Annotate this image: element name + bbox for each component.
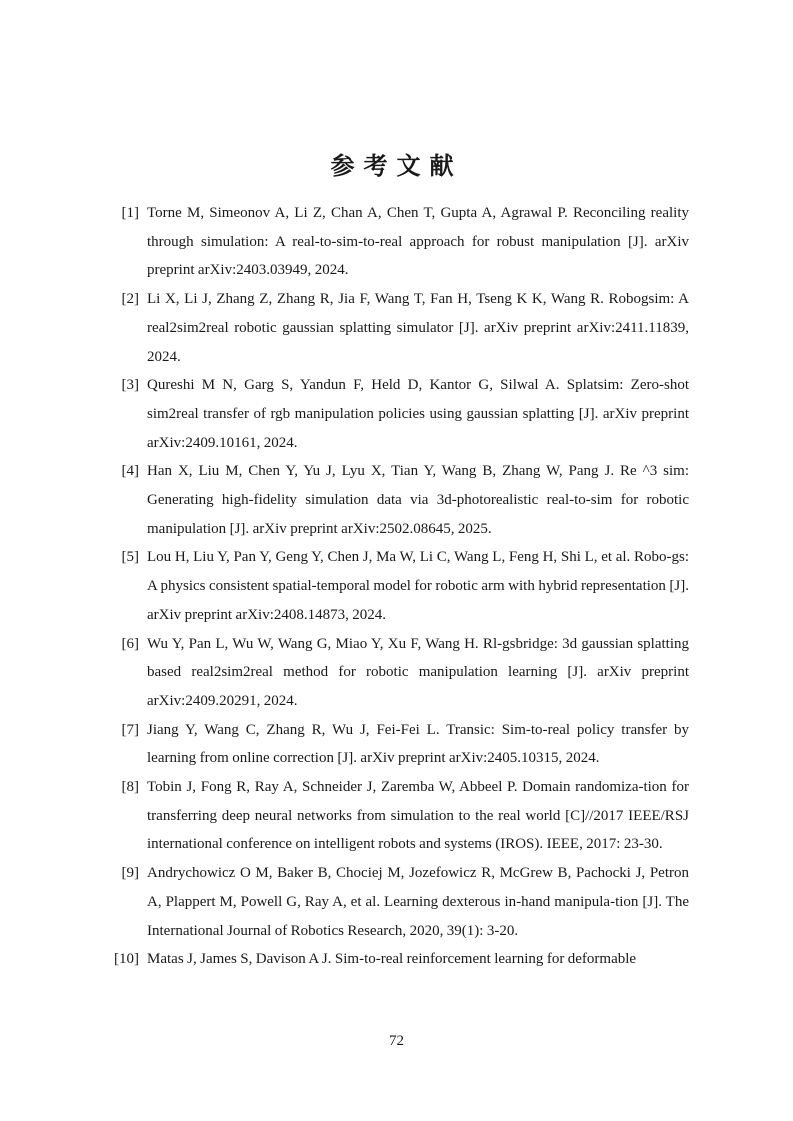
reference-text: Han X, Liu M, Chen Y, Yu J, Lyu X, Tian Y, Wang B, Zhang W, Pang J. Re ^3 sim: Generating high-fidelity simulation data via 3d-photorealistic real-to-sim for robotic manipulation [J]. arXiv preprint arXiv:2502.08645, 2025. [147, 463, 689, 537]
reference-number: [8] [121, 779, 139, 796]
reference-number: [2] [121, 291, 139, 308]
reference-item-3 [0, 371, 793, 457]
reference-item-5 [0, 543, 793, 629]
reference-number: [7] [121, 721, 139, 738]
reference-text: Torne M, Simeonov A, Li Z, Chan A, Chen T, Gupta A, Agrawal P. Reconciling reality through simulation: A real-to-sim-to-real approach for robust manipulation [J]. arXiv preprint arXiv:2403.03949, 2024. [147, 205, 689, 279]
reference-number: [1] [121, 205, 139, 221]
reference-number: [5] [121, 549, 139, 566]
reference-number: [6] [121, 635, 139, 652]
reference-number: [9] [121, 865, 139, 882]
reference-text: Jiang Y, Wang C, Zhang R, Wu J, Fei-Fei L. Transic: Sim-to-real policy transfer by learning from online correction [J]. arXiv preprint arXiv:2405.10315, 2024. [147, 721, 689, 767]
page-number: 72 [389, 1033, 404, 1049]
reference-item-9 [0, 859, 793, 945]
reference-text: Matas J, James S, Davison A J. Sim-to-real reinforcement learning for deformable [147, 951, 637, 968]
reference-item-7 [0, 716, 793, 773]
reference-number: [10] [114, 951, 139, 968]
reference-number: [3] [121, 377, 139, 394]
page-title: 参考文献 [330, 152, 463, 180]
reference-item-6 [0, 630, 793, 716]
reference-item-2 [0, 285, 793, 371]
reference-number: [4] [121, 463, 139, 480]
reference-item-10 [0, 945, 793, 974]
reference-list [0, 199, 793, 974]
reference-text: Wu Y, Pan L, Wu W, Wang G, Miao Y, Xu F, Wang H. Rl-gsbridge: 3d gaussian splatting based real2sim2real method for robotic manipulation learning [J]. arXiv preprint arXiv:2409.20291, 2024. [147, 635, 689, 709]
reference-text: Tobin J, Fong R, Ray A, Schneider J, Zaremba W, Abbeel P. Domain randomiza-tion for transferring deep neural networks from simulation to the real world [C]//2017 IEEE/RSJ international conference on intelligent robots and systems (IROS). IEEE, 2017: 23-30. [147, 779, 689, 853]
reference-text: Li X, Li J, Zhang Z, Zhang R, Jia F, Wang T, Fan H, Tseng K K, Wang R. Robogsim: A real2sim2real robotic gaussian splatting simulator [J]. arXiv preprint arXiv:2411.11839, 2024. [147, 291, 689, 365]
reference-text: Lou H, Liu Y, Pan Y, Geng Y, Chen J, Ma W, Li C, Wang L, Feng H, Shi L, et al. Robo-gs: A physics consistent spatial-temporal model for robotic arm with hybrid representation [J]. arXiv preprint arXiv:2408.14873, 2024. [147, 549, 689, 623]
reference-item-1 [0, 199, 793, 285]
reference-text: Qureshi M N, Garg S, Yandun F, Held D, Kantor G, Silwal A. Splatsim: Zero-shot sim2real transfer of rgb manipulation policies using gaussian splatting [J]. arXiv preprint arXiv:2409.10161, 2024. [147, 377, 689, 451]
reference-item-8 [0, 773, 793, 859]
reference-item-4 [0, 457, 793, 543]
reference-text: Andrychowicz O M, Baker B, Chociej M, Jozefowicz R, McGrew B, Pachocki J, Petron A, Plappert M, Powell G, Ray A, et al. Learning dexterous in-hand manipula-tion [J]. The International Journal of Robotics Research, 2020, 39(1): 3-20. [147, 865, 689, 939]
